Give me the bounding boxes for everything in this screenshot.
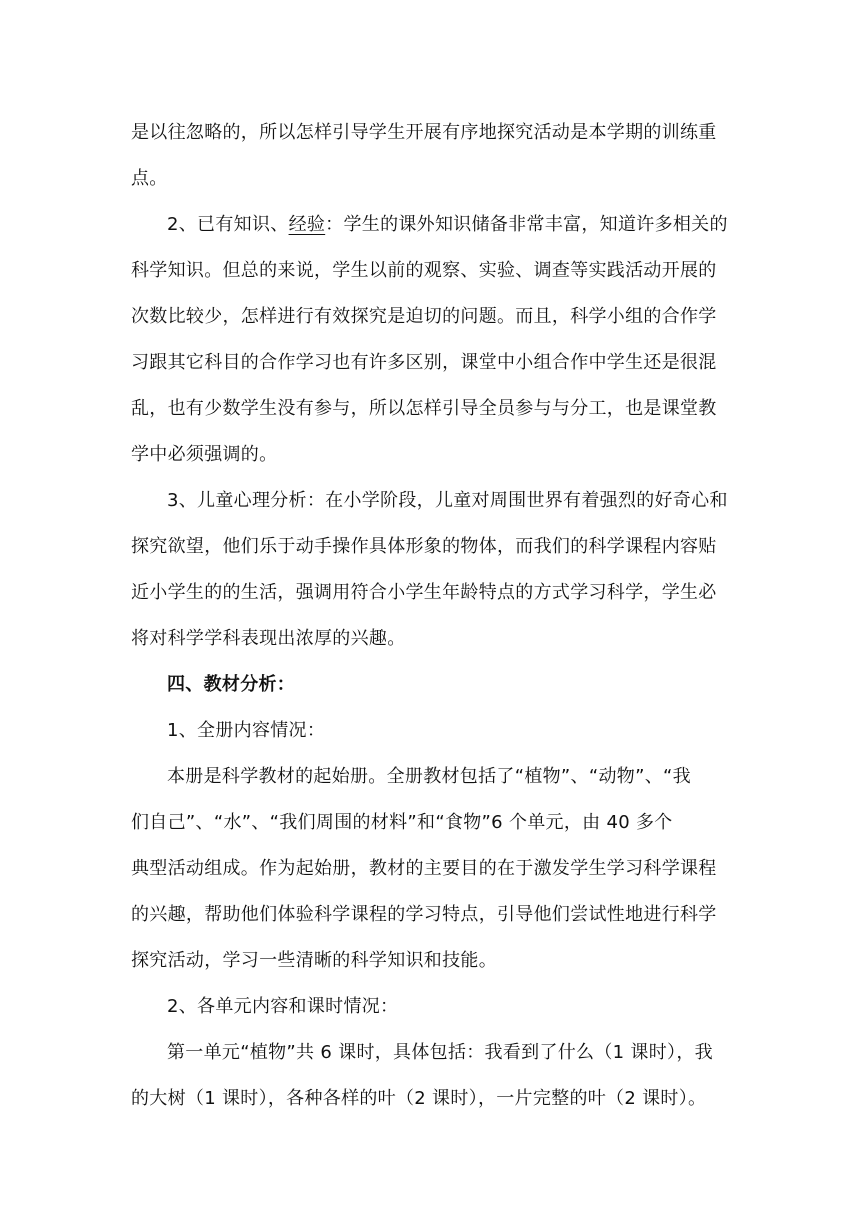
- subheading: 2、各单元内容和课时情况：: [167, 996, 399, 1017]
- text-line: [131, 202, 731, 248]
- text-line: 科学知识。但总的来说，学生以前的观察、实验、调查等实践活动开展的: [131, 260, 717, 281]
- text-line: 探究活动，学习一些清晰的科学知识和技能。: [131, 950, 497, 971]
- text-segment: 2、已有知识、: [167, 214, 289, 235]
- text-line: 探究欲望，他们乐于动手操作具体形象的物体，而我们的科学课程内容贴: [131, 536, 717, 557]
- text-line: 将对科学学科表现出浓厚的兴趣。: [131, 628, 406, 649]
- text-line: 本册是科学教材的起始册。全册教材包括了“植物”、“动物”、“我: [167, 766, 691, 787]
- text-line: 乱，也有少数学生没有参与，所以怎样引导全员参与与分工，也是课堂教: [131, 398, 717, 419]
- text-line: 次数比较少，怎样进行有效探究是迫切的问题。而且，科学小组的合作学: [131, 306, 717, 327]
- text-line: 近小学生的的生活，强调用符合小学生年龄特点的方式学习科学，学生必: [131, 582, 717, 603]
- document-body: [131, 110, 731, 1122]
- text-line: 学中必须强调的。: [131, 444, 278, 465]
- underlined-term: 经验: [288, 214, 326, 235]
- section-heading: 四、教材分析：: [167, 674, 296, 695]
- text-line: 3、儿童心理分析：在小学阶段，儿童对周围世界有着强烈的好奇心和: [167, 490, 728, 511]
- text-line: 第一单元“植物”共 6 课时，具体包括：我看到了什么（1 课时），我: [167, 1042, 713, 1063]
- text-line: 典型活动组成。作为起始册，教材的主要目的在于激发学生学习科学课程: [131, 858, 717, 879]
- text-line: 是以往忽略的，所以怎样引导学生开展有序地探究活动是本学期的训练重: [131, 122, 717, 143]
- text-line: 的大树（1 课时），各种各样的叶（2 课时），一片完整的叶（2 课时）。: [131, 1088, 707, 1109]
- text-line: 的兴趣，帮助他们体验科学课程的学习特点，引导他们尝试性地进行科学: [131, 904, 717, 925]
- text-line: 点。: [131, 168, 168, 189]
- text-segment: ：学生的课外知识储备非常丰富，知道许多相关的: [325, 214, 728, 235]
- subheading: 1、全册内容情况：: [167, 720, 326, 741]
- text-line: 习跟其它科目的合作学习也有许多区别，课堂中小组合作中学生还是很混: [131, 352, 717, 373]
- text-line: 们自己”、“水”、“我们周围的材料”和“食物”6 个单元，由 40 多个: [131, 812, 673, 833]
